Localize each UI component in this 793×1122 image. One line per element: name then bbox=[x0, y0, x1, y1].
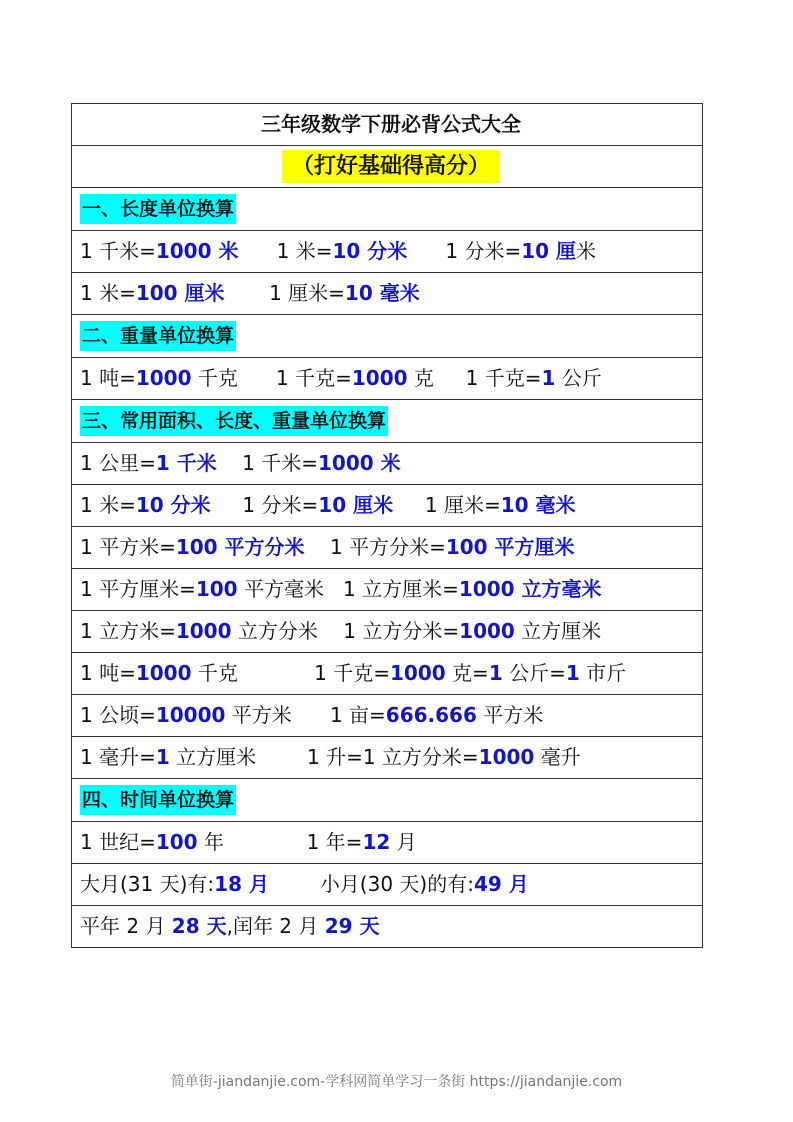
formula-value: 29 天 bbox=[324, 914, 380, 938]
formula-row bbox=[72, 864, 703, 906]
formula-cell bbox=[72, 906, 703, 948]
formula-value: 49 月 bbox=[473, 872, 529, 896]
formula-text: 大月(31 天)有: bbox=[80, 872, 215, 896]
section-heading: 一、长度单位换算 bbox=[80, 194, 236, 224]
formula-value: 100 平方分米 bbox=[175, 535, 305, 559]
formula-text: 平方毫米 1 立方厘米= bbox=[237, 577, 459, 601]
formula-value: 1000 bbox=[459, 619, 515, 643]
section-header-cell bbox=[72, 315, 703, 358]
formula-value: 18 月 bbox=[214, 872, 269, 896]
formula-cell bbox=[72, 822, 703, 864]
formula-text: 1 世纪= bbox=[80, 830, 156, 854]
formula-text: 1 分米= bbox=[407, 239, 522, 263]
page-footer: 简单街-jiandanjie.com-学科网简单学习一条街 https://jiandanjie.com bbox=[170, 1074, 623, 1090]
formula-text: 1 厘米= bbox=[224, 281, 345, 305]
formula-text: 平方米 1 亩= bbox=[225, 703, 386, 727]
formula-value: 10 厘 bbox=[521, 239, 577, 263]
formula-value: 1 bbox=[155, 745, 170, 769]
formula-text: 1 米= bbox=[80, 281, 136, 305]
section-header-row bbox=[72, 400, 703, 443]
formula-text: 月 bbox=[390, 830, 417, 854]
formula-value: 1000 bbox=[351, 366, 408, 390]
formula-text: 1 千米= bbox=[80, 239, 156, 263]
formula-row bbox=[72, 527, 703, 569]
formula-text: 1 平方分米= bbox=[304, 535, 446, 559]
formula-text: 立方厘米 1 升=1 立方分米= bbox=[169, 745, 479, 769]
formula-value: 10 毫米 bbox=[500, 493, 576, 517]
section-header-row bbox=[72, 188, 703, 231]
formula-text: 1 平方米= bbox=[80, 535, 176, 559]
formula-table-body bbox=[72, 104, 703, 948]
formula-text: 1 米= bbox=[80, 493, 136, 517]
subtitle-cell bbox=[72, 146, 703, 188]
formula-text: 1 米= bbox=[238, 239, 333, 263]
formula-row bbox=[72, 231, 703, 273]
subtitle-row bbox=[72, 146, 703, 188]
formula-text: 立方分米 1 立方分米= bbox=[231, 619, 460, 643]
formula-text: 公斤= bbox=[502, 661, 566, 685]
formula-value: 12 bbox=[362, 830, 391, 854]
formula-row bbox=[72, 569, 703, 611]
section-heading: 二、重量单位换算 bbox=[80, 321, 236, 351]
formula-value: 1000 米 bbox=[155, 239, 239, 263]
formula-text: 立方厘米 bbox=[514, 619, 602, 643]
formula-value: 28 天 bbox=[171, 914, 227, 938]
document-title: 三年级数学下册必背公式大全 bbox=[72, 104, 703, 146]
formula-value: 100 bbox=[155, 830, 198, 854]
formula-value: 10000 bbox=[155, 703, 226, 727]
document-subtitle: （打好基础得高分） bbox=[282, 150, 500, 183]
formula-value: 100 厘米 bbox=[135, 281, 225, 305]
formula-text: ,闰年 2 月 bbox=[226, 914, 325, 938]
formula-value: 1 千米 bbox=[155, 451, 217, 475]
formula-text: 1 公里= bbox=[80, 451, 156, 475]
formula-value: 10 厘米 bbox=[318, 493, 394, 517]
formula-text: 1 平方厘米= bbox=[80, 577, 196, 601]
formula-value: 1000 bbox=[135, 661, 192, 685]
formula-text: 1 分米= bbox=[210, 493, 319, 517]
formula-value: 100 平方厘米 bbox=[445, 535, 575, 559]
formula-text: 毫升 bbox=[534, 745, 581, 769]
formula-value: 1000 bbox=[478, 745, 535, 769]
formula-row bbox=[72, 485, 703, 527]
formula-value: 1 bbox=[565, 661, 580, 685]
formula-text: 米 bbox=[576, 239, 597, 263]
formula-row bbox=[72, 273, 703, 315]
formula-text: 千克 1 千克= bbox=[191, 366, 352, 390]
formula-row bbox=[72, 358, 703, 400]
formula-cell bbox=[72, 611, 703, 653]
formula-cell bbox=[72, 653, 703, 695]
formula-row bbox=[72, 737, 703, 779]
formula-text: 克= bbox=[445, 661, 489, 685]
formula-cell bbox=[72, 443, 703, 485]
formula-text: 1 厘米= bbox=[393, 493, 501, 517]
formula-value: 1000 bbox=[175, 619, 232, 643]
formula-value: 1000 bbox=[135, 366, 192, 390]
formula-cell bbox=[72, 695, 703, 737]
formula-value: 10 分米 bbox=[332, 239, 408, 263]
formula-row bbox=[72, 695, 703, 737]
section-heading: 四、时间单位换算 bbox=[80, 785, 236, 815]
formula-row bbox=[72, 822, 703, 864]
section-heading: 三、常用面积、长度、重量单位换算 bbox=[80, 406, 388, 436]
formula-text: 公斤 bbox=[555, 366, 602, 390]
formula-text: 克 1 千克= bbox=[407, 366, 542, 390]
formula-value: 1000 立方毫米 bbox=[458, 577, 602, 601]
section-header-cell bbox=[72, 779, 703, 822]
formula-row bbox=[72, 443, 703, 485]
formula-text: 年 1 年= bbox=[197, 830, 363, 854]
formula-cell bbox=[72, 485, 703, 527]
section-header-cell bbox=[72, 400, 703, 443]
section-header-row bbox=[72, 315, 703, 358]
formula-text: 1 立方米= bbox=[80, 619, 176, 643]
formula-row bbox=[72, 906, 703, 948]
formula-value: 10 分米 bbox=[135, 493, 211, 517]
formula-value: 1 bbox=[541, 366, 556, 390]
section-header-row bbox=[72, 779, 703, 822]
formula-text: 平年 2 月 bbox=[80, 914, 172, 938]
formula-value: 1000 bbox=[390, 661, 446, 685]
formula-cell bbox=[72, 273, 703, 315]
formula-value: 1000 米 bbox=[318, 451, 401, 475]
title-row bbox=[72, 104, 703, 146]
formula-row bbox=[72, 611, 703, 653]
formula-row bbox=[72, 653, 703, 695]
formula-text: 小月(30 天)的有: bbox=[268, 872, 474, 896]
formula-cell bbox=[72, 231, 703, 273]
formula-text: 1 吨= bbox=[80, 366, 136, 390]
formula-text: 1 毫升= bbox=[80, 745, 156, 769]
formula-value: 1 bbox=[488, 661, 503, 685]
section-header-cell bbox=[72, 188, 703, 231]
formula-value: 666.666 bbox=[385, 703, 477, 727]
formula-text: 1 吨= bbox=[80, 661, 136, 685]
formula-text: 市斤 bbox=[579, 661, 627, 685]
formula-value: 10 毫米 bbox=[344, 281, 420, 305]
formula-text: 1 公顷= bbox=[80, 703, 156, 727]
formula-text: 千克 1 千克= bbox=[191, 661, 391, 685]
formula-cell bbox=[72, 527, 703, 569]
formula-cell bbox=[72, 569, 703, 611]
formula-cell bbox=[72, 864, 703, 906]
formula-value: 100 bbox=[195, 577, 238, 601]
formula-text: 1 千米= bbox=[216, 451, 319, 475]
formula-text: 平方米 bbox=[476, 703, 544, 727]
formula-cell bbox=[72, 358, 703, 400]
formula-cell bbox=[72, 737, 703, 779]
formula-table bbox=[71, 103, 703, 948]
